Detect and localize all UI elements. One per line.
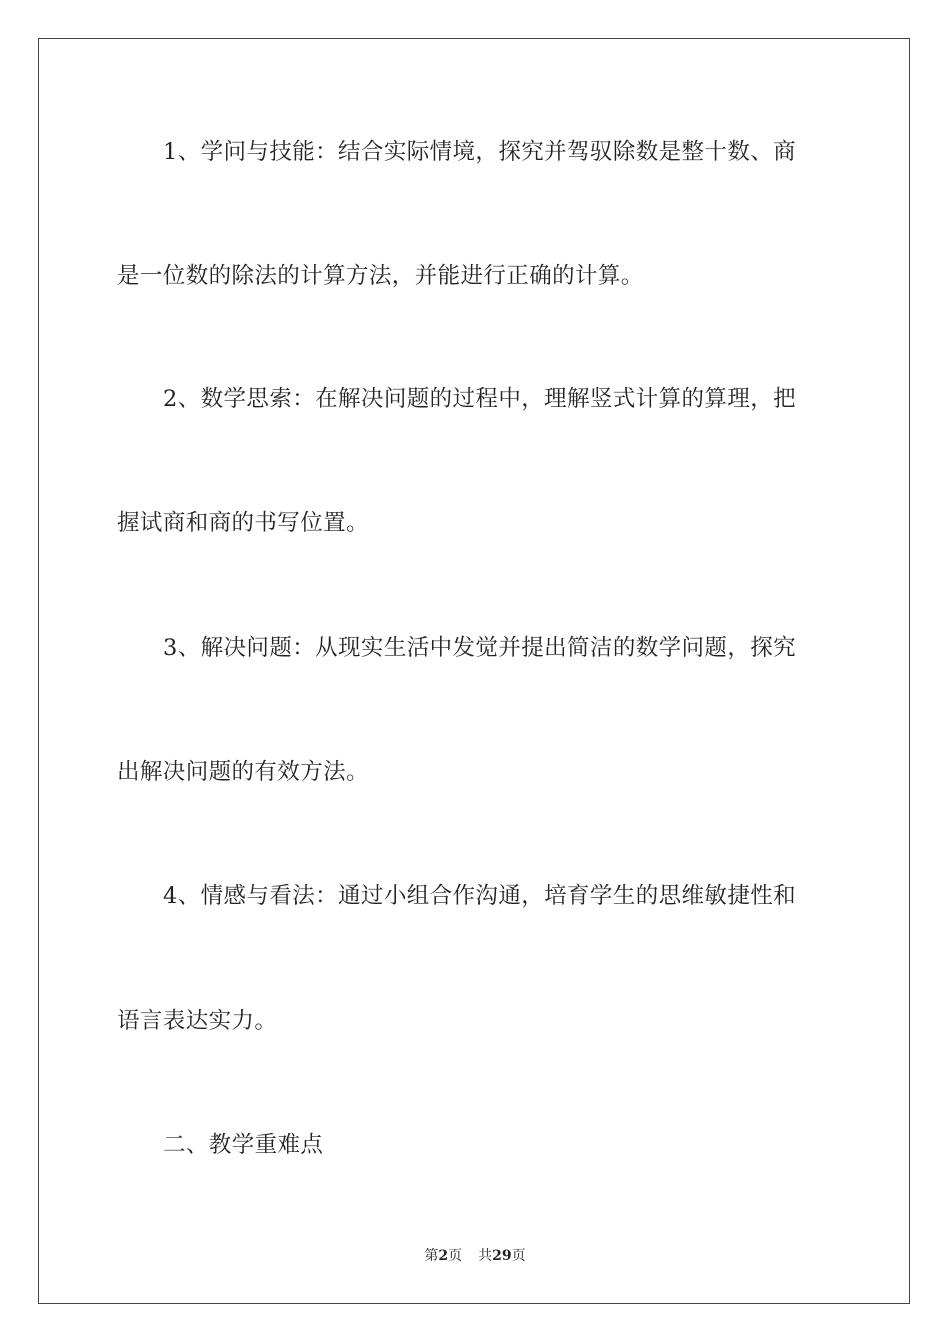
- page-border: [38, 38, 910, 1304]
- total-prefix: 共: [478, 1248, 493, 1264]
- section-heading: 二、教学重难点: [163, 1132, 324, 1158]
- page-number: 2: [438, 1248, 449, 1264]
- paragraph-4-line-1: 4、情感与看法：通过小组合作沟通，培育学生的思维敏捷性和: [163, 883, 797, 909]
- total-suffix: 页: [511, 1248, 526, 1264]
- page-suffix: 页: [448, 1248, 463, 1264]
- paragraph-1-line-1: 1、学问与技能：结合实际情境，探究并驾驭除数是整十数、商: [163, 139, 797, 165]
- total-pages: 29: [492, 1248, 512, 1264]
- page-footer: [0, 1247, 950, 1265]
- paragraph-4-line-2: 语言表达实力。: [117, 1008, 278, 1034]
- paragraph-2-line-1: 2、数学思索：在解决问题的过程中，理解竖式计算的算理，把: [163, 386, 797, 412]
- paragraph-3-line-2: 出解决问题的有效方法。: [117, 759, 369, 785]
- page-prefix: 第: [424, 1248, 439, 1264]
- paragraph-1-line-2: 是一位数的除法的计算方法，并能进行正确的计算。: [117, 263, 644, 289]
- paragraph-2-line-2: 握试商和商的书写位置。: [117, 510, 369, 536]
- paragraph-3-line-1: 3、解决问题：从现实生活中发觉并提出简洁的数学问题，探究: [163, 635, 797, 661]
